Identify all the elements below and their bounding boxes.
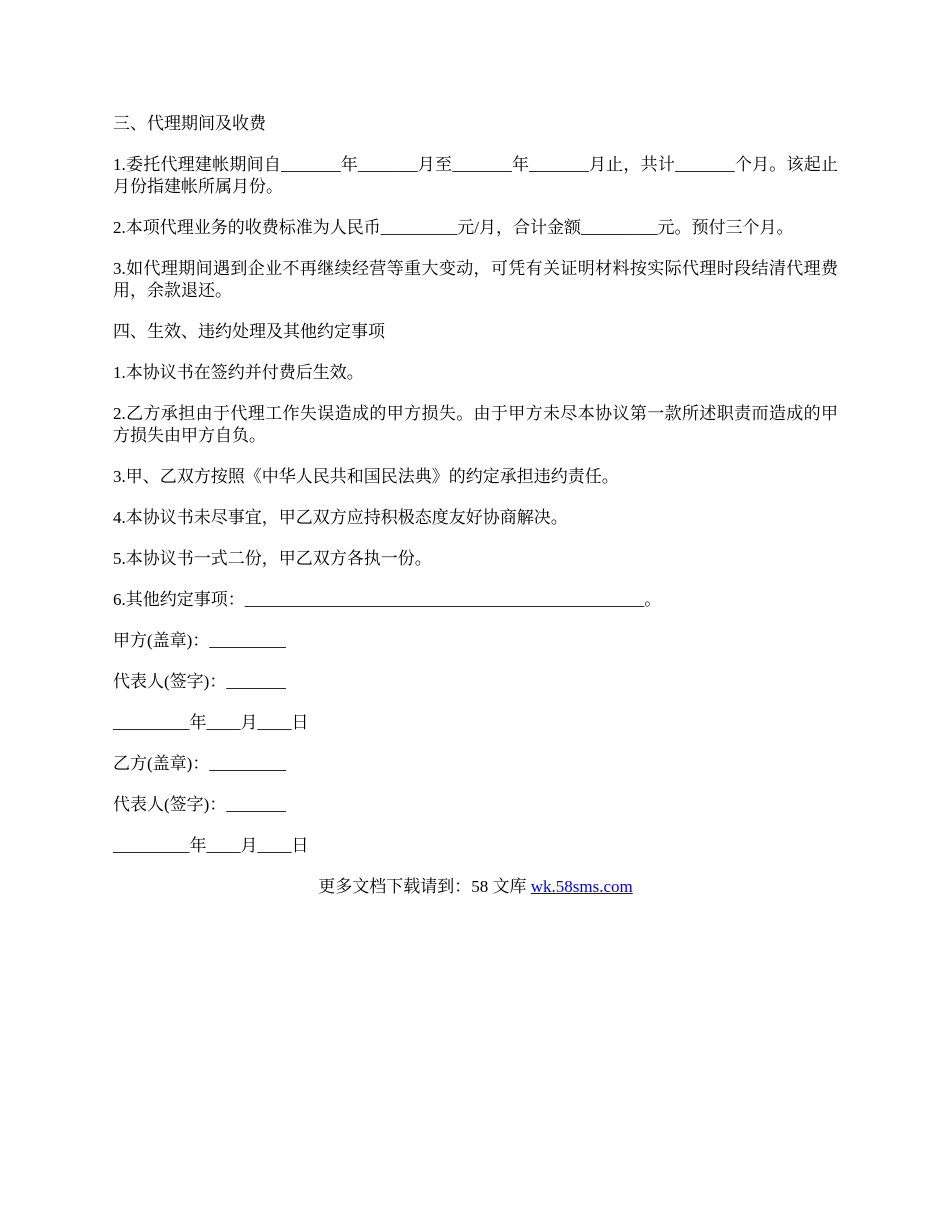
footer-prefix: 更多文档下载请到：58 文库 [318,877,531,896]
footer [113,876,838,898]
party-a-date: _________年____月____日 [113,713,309,732]
section-4-item-3: 3.甲、乙双方按照《中华人民共和国民法典》的约定承担违约责任。 [113,467,619,486]
section-3-item-3: 3.如代理期间遇到企业不再继续经营等重大变动，可凭有关证明材料按实际代理时段结清代理费用，余款退还。 [113,259,838,300]
section-4-item-1: 1.本协议书在签约并付费后生效。 [113,363,364,382]
section-4-item-2: 2.乙方承担由于代理工作失误造成的甲方损失。由于甲方未尽本协议第一款所述职责而造成的甲方损失由甲方自负。 [113,404,838,445]
party-b-representative: 代表人(签字)：_______ [113,795,286,814]
section-3-item-1: 1.委托代理建帐期间自_______年_______月至_______年_______月止，共计_______个月。该起止月份指建帐所属月份。 [113,155,838,196]
party-b-date: _________年____月____日 [113,836,309,855]
party-a-representative: 代表人(签字)：_______ [113,672,286,691]
document-page [113,113,838,898]
section-3-item-2: 2.本项代理业务的收费标准为人民币_________元/月，合计金额_________元。预付三个月。 [113,218,794,237]
party-a-seal: 甲方(盖章)：_________ [113,631,286,650]
section-4-item-5: 5.本协议书一式二份，甲乙双方各执一份。 [113,549,432,568]
section-4-heading: 四、生效、违约处理及其他约定事项 [113,322,385,341]
footer-link[interactable]: wk.58sms.com [530,877,633,896]
section-4-item-6: 6.其他约定事项：_______________________________________________。 [113,590,662,609]
section-4-item-4: 4.本协议书未尽事宜，甲乙双方应持积极态度友好协商解决。 [113,508,568,527]
section-3-heading: 三、代理期间及收费 [113,114,266,133]
party-b-seal: 乙方(盖章)：_________ [113,754,286,773]
